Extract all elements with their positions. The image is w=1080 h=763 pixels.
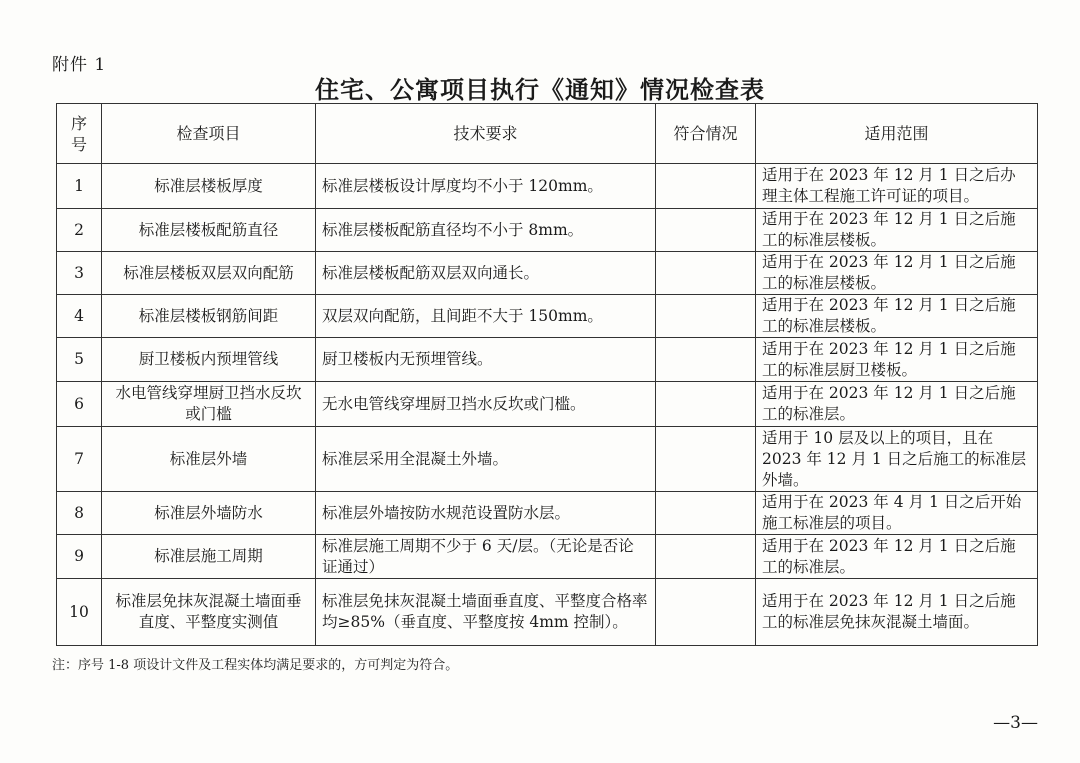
table-row [57,382,1038,427]
row-no: 9 [57,535,102,579]
row-scope: 适用于在 2023 年 4 月 1 日之后开始施工标准层的项目。 [756,492,1038,535]
row-no: 1 [57,164,102,209]
row-item: 标准层楼板配筋直径 [102,209,316,252]
row-item: 标准层楼板钢筋间距 [102,295,316,338]
table-header-row [57,104,1038,164]
row-no: 2 [57,209,102,252]
row-requirement: 标准层楼板配筋直径均不小于 8mm。 [316,209,656,252]
table-row [57,338,1038,382]
table-row [57,427,1038,492]
row-scope: 适用于 10 层及以上的项目，且在 2023 年 12 月 1 日之后施工的标准层外墙。 [756,427,1038,492]
row-scope: 适用于在 2023 年 12 月 1 日之后施工的标准层。 [756,535,1038,579]
page-number: —3— [993,713,1038,733]
header-compliance: 符合情况 [656,104,756,164]
row-requirement: 标准层外墙按防水规范设置防水层。 [316,492,656,535]
table-row [57,535,1038,579]
row-scope: 适用于在 2023 年 12 月 1 日之后施工的标准层楼板。 [756,209,1038,252]
row-requirement: 标准层施工周期不少于 6 天/层。（无论是否论证通过） [316,535,656,579]
row-compliance [656,338,756,382]
table-row [57,252,1038,295]
table-row [57,579,1038,646]
row-requirement: 双层双向配筋，且间距不大于 150mm。 [316,295,656,338]
row-scope: 适用于在 2023 年 12 月 1 日之后施工的标准层厨卫楼板。 [756,338,1038,382]
row-compliance [656,382,756,427]
table-row [57,164,1038,209]
row-no: 6 [57,382,102,427]
row-requirement: 无水电管线穿埋厨卫挡水反坎或门槛。 [316,382,656,427]
row-no: 5 [57,338,102,382]
inspection-table [56,103,1038,646]
row-item: 标准层免抹灰混凝土墙面垂直度、平整度实测值 [102,579,316,646]
row-compliance [656,579,756,646]
table-row [57,209,1038,252]
row-item: 标准层外墙 [102,427,316,492]
row-compliance [656,209,756,252]
row-requirement: 标准层楼板配筋双层双向通长。 [316,252,656,295]
row-scope: 适用于在 2023 年 12 月 1 日之后施工的标准层楼板。 [756,295,1038,338]
table-row [57,492,1038,535]
row-requirement: 厨卫楼板内无预埋管线。 [316,338,656,382]
header-item: 检查项目 [102,104,316,164]
row-no: 4 [57,295,102,338]
attachment-label: 附件 1 [52,55,107,75]
row-requirement: 标准层楼板设计厚度均不小于 120mm。 [316,164,656,209]
row-compliance [656,164,756,209]
row-requirement: 标准层采用全混凝土外墙。 [316,427,656,492]
header-requirement: 技术要求 [316,104,656,164]
row-compliance [656,252,756,295]
row-scope: 适用于在 2023 年 12 月 1 日之后办理主体工程施工许可证的项目。 [756,164,1038,209]
row-requirement: 标准层免抹灰混凝土墙面垂直度、平整度合格率均≥85%（垂直度、平整度按 4mm 控制）。 [316,579,656,646]
row-item: 标准层楼板双层双向配筋 [102,252,316,295]
header-scope: 适用范围 [756,104,1038,164]
row-compliance [656,492,756,535]
page-title: 住宅、公寓项目执行《通知》情况检查表 [315,76,765,104]
header-no: 序号 [57,104,102,164]
row-compliance [656,427,756,492]
row-no: 8 [57,492,102,535]
table-footnote: 注：序号 1-8 项设计文件及工程实体均满足要求的，方可判定为符合。 [52,658,459,673]
row-item: 标准层楼板厚度 [102,164,316,209]
row-scope: 适用于在 2023 年 12 月 1 日之后施工的标准层楼板。 [756,252,1038,295]
table-row [57,295,1038,338]
row-no: 10 [57,579,102,646]
row-compliance [656,535,756,579]
row-item: 标准层外墙防水 [102,492,316,535]
row-item: 厨卫楼板内预埋管线 [102,338,316,382]
row-compliance [656,295,756,338]
row-no: 7 [57,427,102,492]
row-no: 3 [57,252,102,295]
row-item: 标准层施工周期 [102,535,316,579]
row-scope: 适用于在 2023 年 12 月 1 日之后施工的标准层。 [756,382,1038,427]
row-scope: 适用于在 2023 年 12 月 1 日之后施工的标准层免抹灰混凝土墙面。 [756,579,1038,646]
row-item: 水电管线穿埋厨卫挡水反坎或门槛 [102,382,316,427]
